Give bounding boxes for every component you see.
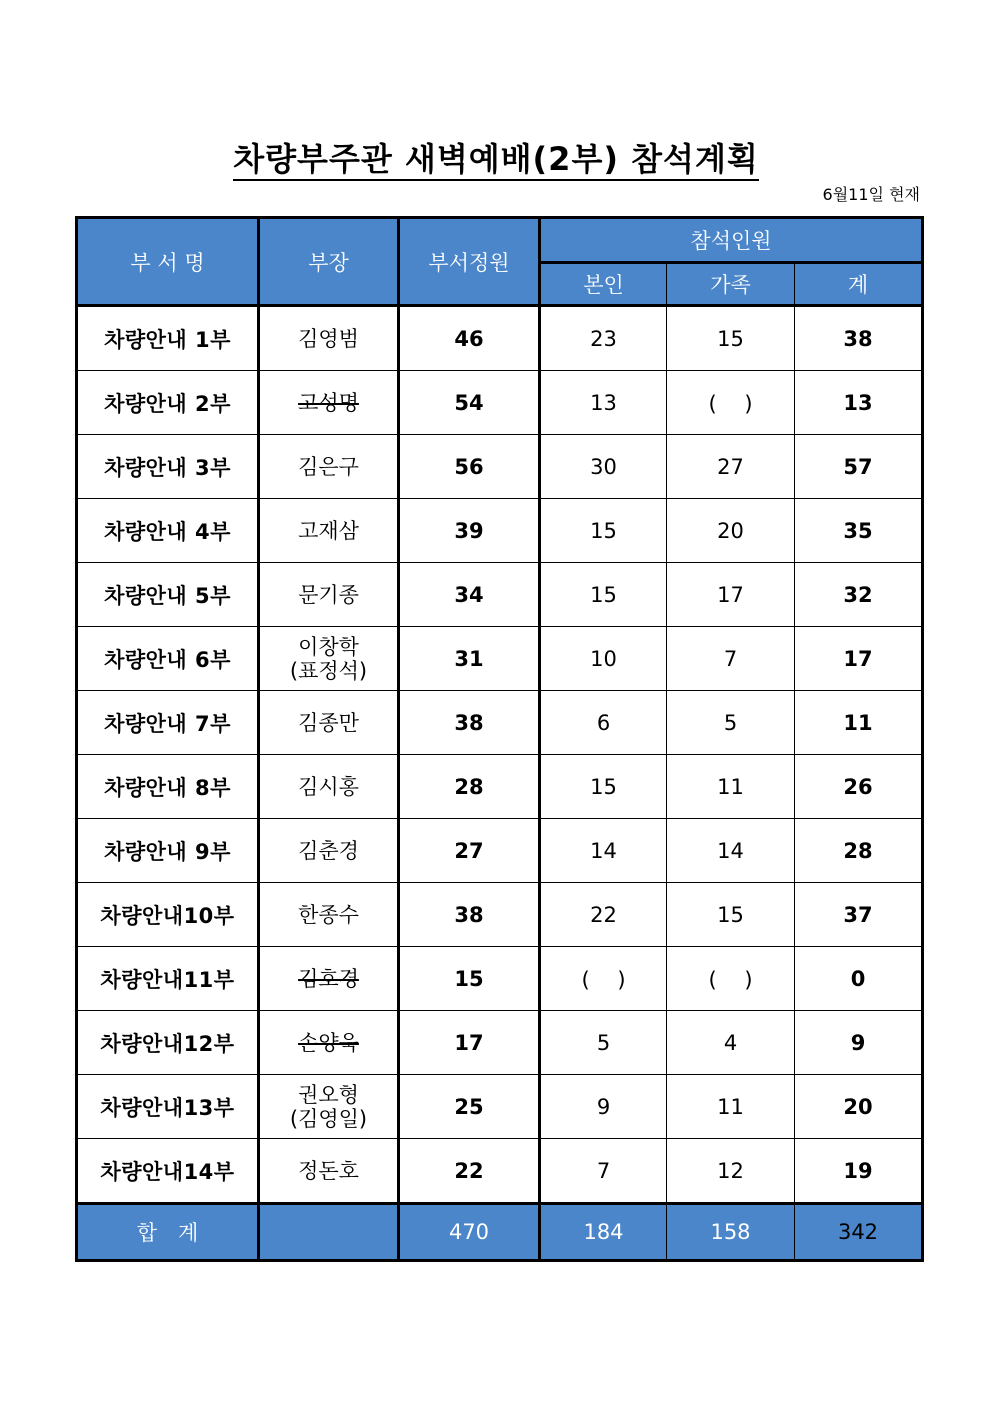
leader-cell bbox=[259, 883, 399, 947]
total-cell: 17 bbox=[795, 627, 923, 691]
leader-cell bbox=[259, 691, 399, 755]
leader-cell bbox=[259, 563, 399, 627]
members-cell: 31 bbox=[399, 627, 540, 691]
leader-name: 김춘경 bbox=[298, 838, 359, 863]
leader-cell bbox=[259, 755, 399, 819]
total-cell: 57 bbox=[795, 435, 923, 499]
header-family: 가족 bbox=[667, 263, 795, 306]
self-cell: 13 bbox=[540, 371, 667, 435]
leader-name: 한종수 bbox=[298, 902, 359, 927]
leader-cell bbox=[259, 499, 399, 563]
table-row bbox=[77, 1011, 923, 1075]
dept-cell: 차량안내10부 bbox=[77, 883, 259, 947]
members-cell: 54 bbox=[399, 371, 540, 435]
table-row bbox=[77, 883, 923, 947]
self-cell: 7 bbox=[540, 1139, 667, 1204]
total-cell: 37 bbox=[795, 883, 923, 947]
table-row bbox=[77, 499, 923, 563]
total-cell: 11 bbox=[795, 691, 923, 755]
table-row bbox=[77, 563, 923, 627]
leader-cell bbox=[259, 1011, 399, 1075]
leader-cell bbox=[259, 1139, 399, 1204]
self-cell: 22 bbox=[540, 883, 667, 947]
header-members: 부서정원 bbox=[399, 218, 540, 306]
dept-cell: 차량안내 4부 bbox=[77, 499, 259, 563]
family-cell: 7 bbox=[667, 627, 795, 691]
self-cell: ( ) bbox=[540, 947, 667, 1011]
date-label: 6월11일 현재 bbox=[822, 185, 920, 204]
dept-cell: 차량안내13부 bbox=[77, 1075, 259, 1139]
document-title: 차량부주관 새벽예배(2부) 참석계획 bbox=[0, 134, 992, 180]
family-cell: 17 bbox=[667, 563, 795, 627]
leader-name: 김영범 bbox=[298, 326, 359, 351]
total-cell: 28 bbox=[795, 819, 923, 883]
dept-cell: 차량안내 2부 bbox=[77, 371, 259, 435]
leader-cell bbox=[259, 371, 399, 435]
dept-cell: 차량안내 9부 bbox=[77, 819, 259, 883]
total-cell: 35 bbox=[795, 499, 923, 563]
leader-name: 이창학 bbox=[298, 634, 359, 659]
members-cell: 27 bbox=[399, 819, 540, 883]
summary-family: 158 bbox=[667, 1204, 795, 1261]
leader-name: 김종만 bbox=[298, 710, 359, 735]
self-cell: 15 bbox=[540, 755, 667, 819]
leader-name: 고성명 bbox=[298, 390, 359, 415]
family-cell: 11 bbox=[667, 755, 795, 819]
leader-name: 고재삼 bbox=[298, 518, 359, 543]
members-cell: 15 bbox=[399, 947, 540, 1011]
dept-cell: 차량안내 6부 bbox=[77, 627, 259, 691]
leader-name: 문기종 bbox=[298, 582, 359, 607]
family-cell: 15 bbox=[667, 883, 795, 947]
total-cell: 0 bbox=[795, 947, 923, 1011]
family-cell: 15 bbox=[667, 306, 795, 371]
table-row bbox=[77, 819, 923, 883]
table-row bbox=[77, 1075, 923, 1139]
self-cell: 6 bbox=[540, 691, 667, 755]
family-cell: ( ) bbox=[667, 371, 795, 435]
total-cell: 20 bbox=[795, 1075, 923, 1139]
leader-cell bbox=[259, 435, 399, 499]
self-cell: 15 bbox=[540, 499, 667, 563]
self-cell: 9 bbox=[540, 1075, 667, 1139]
total-cell: 19 bbox=[795, 1139, 923, 1204]
self-cell: 30 bbox=[540, 435, 667, 499]
table-row bbox=[77, 435, 923, 499]
attendance-table bbox=[75, 216, 924, 1262]
summary-label: 합 계 bbox=[77, 1204, 259, 1261]
summary-row bbox=[77, 1204, 923, 1261]
family-cell: ( ) bbox=[667, 947, 795, 1011]
leader-name: 권오형 bbox=[298, 1082, 359, 1107]
table-row bbox=[77, 627, 923, 691]
family-cell: 4 bbox=[667, 1011, 795, 1075]
members-cell: 28 bbox=[399, 755, 540, 819]
self-cell: 14 bbox=[540, 819, 667, 883]
leader-cell bbox=[259, 819, 399, 883]
family-cell: 12 bbox=[667, 1139, 795, 1204]
leader-name: 김호경 bbox=[298, 966, 359, 991]
dept-cell: 차량안내11부 bbox=[77, 947, 259, 1011]
family-cell: 27 bbox=[667, 435, 795, 499]
table-row bbox=[77, 1139, 923, 1204]
dept-cell: 차량안내 8부 bbox=[77, 755, 259, 819]
family-cell: 11 bbox=[667, 1075, 795, 1139]
table-row bbox=[77, 755, 923, 819]
header-attendance: 참석인원 bbox=[540, 218, 923, 263]
header-total: 계 bbox=[795, 263, 923, 306]
leader-name: 김은구 bbox=[298, 454, 359, 479]
members-cell: 39 bbox=[399, 499, 540, 563]
total-cell: 13 bbox=[795, 371, 923, 435]
leader-cell bbox=[259, 947, 399, 1011]
leader-cell bbox=[259, 627, 399, 691]
dept-cell: 차량안내 5부 bbox=[77, 563, 259, 627]
members-cell: 46 bbox=[399, 306, 540, 371]
leader-name: 손양욱 bbox=[298, 1030, 359, 1055]
leader-substitute: (표정석) bbox=[289, 658, 368, 683]
total-cell: 26 bbox=[795, 755, 923, 819]
header-self: 본인 bbox=[540, 263, 667, 306]
dept-cell: 차량안내14부 bbox=[77, 1139, 259, 1204]
table-row bbox=[77, 371, 923, 435]
dept-cell: 차량안내 1부 bbox=[77, 306, 259, 371]
table-row bbox=[77, 306, 923, 371]
total-cell: 38 bbox=[795, 306, 923, 371]
header-dept: 부 서 명 bbox=[77, 218, 259, 306]
members-cell: 22 bbox=[399, 1139, 540, 1204]
self-cell: 15 bbox=[540, 563, 667, 627]
self-cell: 5 bbox=[540, 1011, 667, 1075]
family-cell: 5 bbox=[667, 691, 795, 755]
dept-cell: 차량안내 7부 bbox=[77, 691, 259, 755]
summary-members: 470 bbox=[399, 1204, 540, 1261]
members-cell: 17 bbox=[399, 1011, 540, 1075]
header-leader: 부장 bbox=[259, 218, 399, 306]
members-cell: 34 bbox=[399, 563, 540, 627]
leader-name: 김시홍 bbox=[298, 774, 359, 799]
table-body bbox=[77, 306, 923, 1204]
dept-cell: 차량안내 3부 bbox=[77, 435, 259, 499]
table-row bbox=[77, 947, 923, 1011]
summary-self: 184 bbox=[540, 1204, 667, 1261]
members-cell: 56 bbox=[399, 435, 540, 499]
self-cell: 10 bbox=[540, 627, 667, 691]
members-cell: 25 bbox=[399, 1075, 540, 1139]
summary-total: 342 bbox=[795, 1204, 923, 1261]
members-cell: 38 bbox=[399, 883, 540, 947]
family-cell: 20 bbox=[667, 499, 795, 563]
self-cell: 23 bbox=[540, 306, 667, 371]
leader-substitute: (김영일) bbox=[289, 1106, 368, 1131]
members-cell: 38 bbox=[399, 691, 540, 755]
table-row bbox=[77, 691, 923, 755]
family-cell: 14 bbox=[667, 819, 795, 883]
total-cell: 9 bbox=[795, 1011, 923, 1075]
leader-cell bbox=[259, 1075, 399, 1139]
leader-name: 정돈호 bbox=[298, 1158, 359, 1183]
leader-cell bbox=[259, 306, 399, 371]
summary-leader bbox=[259, 1204, 399, 1261]
total-cell: 32 bbox=[795, 563, 923, 627]
dept-cell: 차량안내12부 bbox=[77, 1011, 259, 1075]
